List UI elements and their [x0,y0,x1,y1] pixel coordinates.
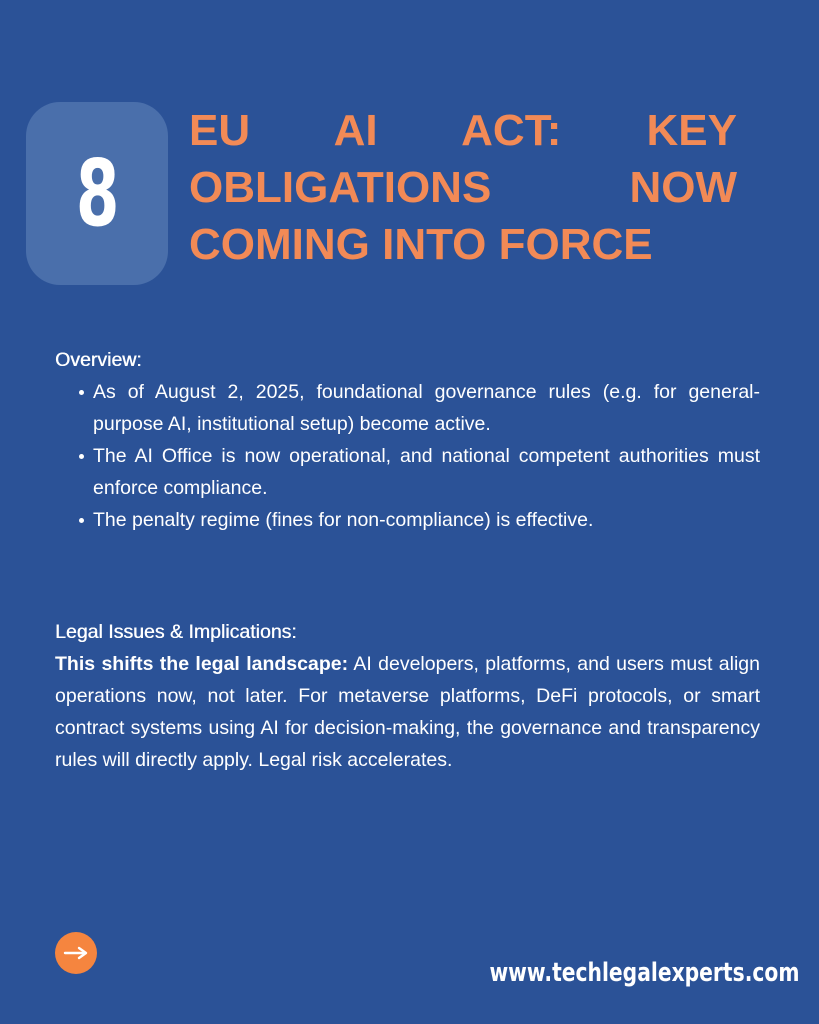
legal-paragraph [55,648,760,776]
page-title: EU AI ACT: KEY OBLIGATIONS NOW COMING INTO FORCE [189,106,737,269]
next-arrow-button[interactable] [55,932,97,974]
main-content [55,344,760,776]
overview-heading: Overview: [55,349,142,371]
list-item: The penalty regime (fines for non-compliance) is effective. [55,504,760,536]
legal-section [55,616,760,776]
list-item: As of August 2, 2025, foundational governance rules (e.g. for general-purpose AI, institutional setup) become active. [55,376,760,440]
legal-body: AI developers, platforms, and users must align operations now, not later. For metaverse platforms, DeFi protocols, or smart contract systems using AI for decision-making, the governance and transparency rules will directly apply. Legal risk accelerates. [55,653,760,771]
list-item: The AI Office is now operational, and national competent authorities must enforce compliance. [55,440,760,504]
slide-number-badge [26,102,168,285]
website-url: www.techlegalexperts.com [488,958,799,988]
overview-list [55,376,760,536]
slide-number: 8 [75,140,119,247]
arrow-right-icon [63,946,89,960]
legal-heading: Legal Issues & Implications: [55,621,297,643]
legal-lead: This shifts the legal landscape: [55,653,349,675]
